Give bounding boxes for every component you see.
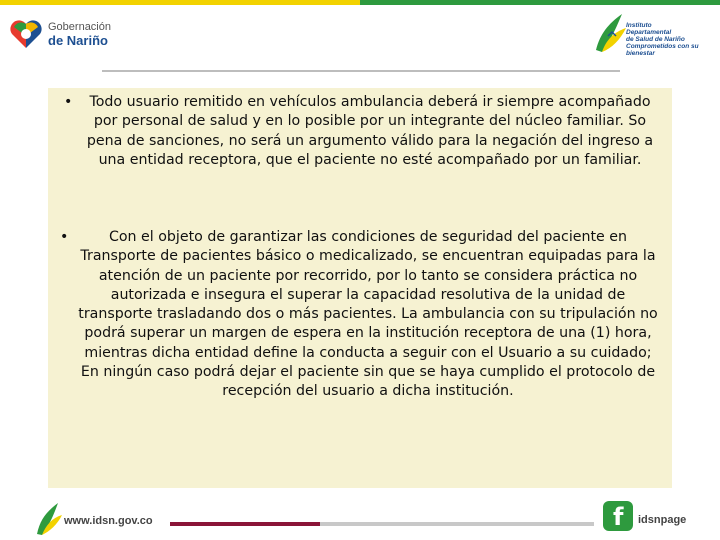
- footer-divider: [170, 522, 594, 526]
- facebook-glyph: f: [613, 503, 624, 531]
- facebook-page-link[interactable]: idsnpage: [638, 514, 687, 526]
- header-divider: [102, 70, 620, 72]
- top-bar-yellow: [0, 0, 360, 5]
- idsn-leaf-icon: [592, 10, 628, 54]
- bullet-text-1: Todo usuario remitido en vehículos ambulancia deberá ir siempre acompañado por personal de salud y en lo posible por un integrante del núcleo familiar. So pena de sanciones, no será un argumento válido para la negación del ingreso a una entidad receptora, que el paciente no esté acompañado por un familiar.: [86, 94, 654, 168]
- idsn-logo: [592, 10, 712, 58]
- footer-website-link[interactable]: www.idsn.gov.co: [64, 515, 153, 527]
- idsn-logo-line3: de Salud de Nariño: [626, 36, 685, 43]
- idsn-logo-line4: Comprometidos con su bienestar: [626, 43, 699, 57]
- bullet-symbol: •: [64, 94, 73, 110]
- bullet-text-2: Con el objeto de garantizar las condiciones de seguridad del paciente en Transporte de pacientes básico o medicalizado, se encuentran equipadas para la atención de un paciente por recorrido, por lo tanto se considera práctica no autorizada e insegura el superar la capacidad resolutiva de la unidad de transporte trasladando dos o más pacientes. La ambulancia con su tripulación no podrá superar un margen de espera en la institución receptora de una (1) hora, mientras dicha entidad define la conducta a seguir con el Usuario a su cuidado; En ningún caso podrá dejar el paciente sin que se haya cumplido el protocolo de recepción del usuario a dicha institución.: [78, 229, 658, 400]
- idsn-logo-line2: Departamental: [626, 29, 672, 36]
- heart-logo-icon: [8, 18, 44, 50]
- footer-leaf-icon: [34, 500, 64, 536]
- content-panel: [48, 88, 672, 488]
- bullet-item-1: [66, 93, 660, 170]
- facebook-icon[interactable]: [603, 501, 633, 531]
- footer-divider-gray: [320, 522, 594, 526]
- bullet-symbol: •: [60, 229, 69, 245]
- gobernacion-logo-line2: de Nariño: [48, 33, 108, 48]
- gobernacion-logo-line1: Gobernación: [48, 21, 111, 33]
- top-color-bar: [0, 0, 720, 5]
- bullet-item-2: [62, 228, 660, 402]
- idsn-logo-line1: Instituto: [626, 22, 652, 29]
- gobernacion-logo: [8, 18, 111, 50]
- footer-divider-accent: [170, 522, 320, 526]
- top-bar-green: [360, 0, 720, 5]
